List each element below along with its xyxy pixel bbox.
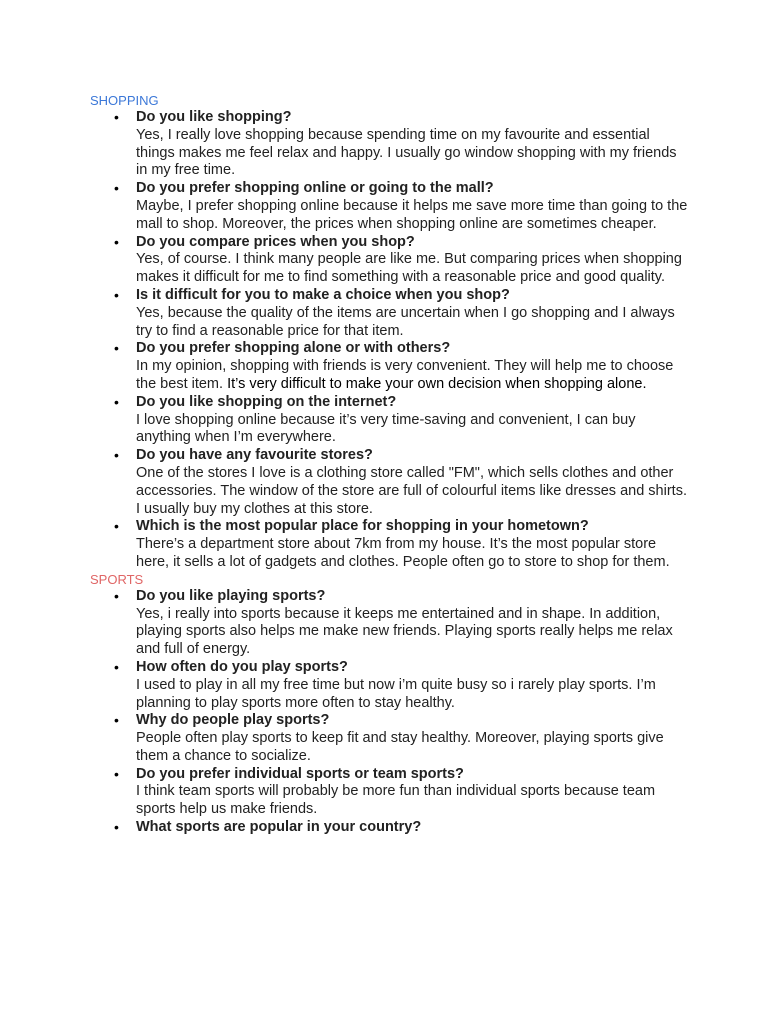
question-text: Do you like shopping on the internet? (136, 393, 397, 410)
answer-text: I love shopping online because it’s very time-saving and convenient, I can buy anything when I’m everywhere. (136, 411, 636, 446)
list-item (90, 766, 690, 819)
answer-text: Yes, I really love shopping because spending time on my favourite and essential things makes me feel relax and happy. I usually go window shopping with my friends in my free time. (136, 126, 677, 179)
list-item (90, 588, 690, 659)
bullet-icon: • (114, 233, 119, 250)
question-text: Do you prefer shopping alone or with others? (136, 340, 451, 357)
bullet-icon: • (114, 340, 119, 357)
answer-text-extra: It’s very difficult to make your own decision when shopping alone. (223, 375, 647, 392)
list-item (90, 109, 690, 180)
question-text: Is it difficult for you to make a choice when you shop? (136, 286, 510, 303)
list-item (90, 447, 690, 518)
document-content (90, 93, 690, 837)
list-item (90, 712, 690, 765)
answer-text: I think team sports will probably be more fun than individual sports because team sports help us make friends. (136, 783, 656, 818)
list-item (90, 659, 690, 712)
bullet-icon: • (114, 819, 119, 836)
list-item (90, 340, 690, 393)
bullet-icon: • (114, 765, 119, 782)
question-text: How often do you play sports? (136, 658, 348, 675)
list-item (90, 518, 690, 571)
answer-paragraph (136, 358, 690, 394)
sports-question-list (90, 588, 690, 837)
question-text: Do you prefer individual sports or team sports? (136, 765, 464, 782)
list-item (90, 819, 690, 837)
list-item (90, 394, 690, 447)
question-text: What sports are popular in your country? (136, 819, 422, 836)
section-heading-sports: SPORTS (90, 571, 144, 587)
list-item (90, 234, 690, 287)
bullet-icon: • (114, 447, 119, 464)
bullet-icon: • (114, 393, 119, 410)
answer-text: Yes, of course. I think many people are like me. But comparing prices when shopping makes it difficult for me to find something with a reasonable price and good quality. (136, 251, 682, 286)
bullet-icon: • (114, 286, 119, 303)
list-item (90, 180, 690, 233)
bullet-icon: • (114, 587, 119, 604)
answer-text: There’s a department store about 7km from my house. It’s the most popular store here, it sells a lot of gadgets and clothes. People often go to store to shop for them. (136, 536, 670, 570)
bullet-icon: • (114, 712, 119, 729)
question-text: Why do people play sports? (136, 712, 330, 729)
question-text: Do you have any favourite stores? (136, 447, 373, 464)
bullet-icon: • (114, 518, 119, 535)
answer-text: People often play sports to keep fit and stay healthy. Moreover, playing sports give them a chance to socialize. (136, 730, 664, 764)
answer-text: Yes, because the quality of the items are uncertain when I go shopping and I always try to find a reasonable price for that item. (136, 304, 675, 339)
question-text: Do you prefer shopping online or going to the mall? (136, 180, 494, 197)
list-item (90, 287, 690, 340)
shopping-question-list (90, 109, 690, 572)
question-text: Do you compare prices when you shop? (136, 233, 415, 250)
answer-text: I used to play in all my free time but now i’m quite busy so i rarely play sports. I’m planning to play sports more often to stay healthy. (136, 676, 656, 711)
answer-text: In my opinion, shopping with friends is very convenient. They will help me to choose the best item. (136, 358, 674, 392)
question-text: Do you like playing sports? (136, 587, 326, 604)
bullet-icon: • (114, 658, 119, 675)
bullet-icon: • (114, 180, 119, 197)
section-heading-shopping: SHOPPING (90, 93, 159, 108)
answer-text: Yes, i really into sports because it keeps me entertained and in shape. In addition, playing sports also helps me make new friends. Playing sports really helps me relax and full of energy. (136, 605, 673, 658)
answer-text: Maybe, I prefer shopping online because it helps me save more time than going to the mall to shop. Moreover, the prices when shopping online are sometimes cheaper. (136, 197, 688, 232)
bullet-icon: • (114, 109, 119, 125)
question-text: Which is the most popular place for shopping in your hometown? (136, 518, 589, 535)
answer-text: One of the stores I love is a clothing store called "FM", which sells clothes and other accessories. The window of the store are full of colourful items like dresses and shirts. I usually buy my clothes at this store. (136, 464, 687, 517)
question-text: Do you like shopping? (136, 109, 292, 125)
